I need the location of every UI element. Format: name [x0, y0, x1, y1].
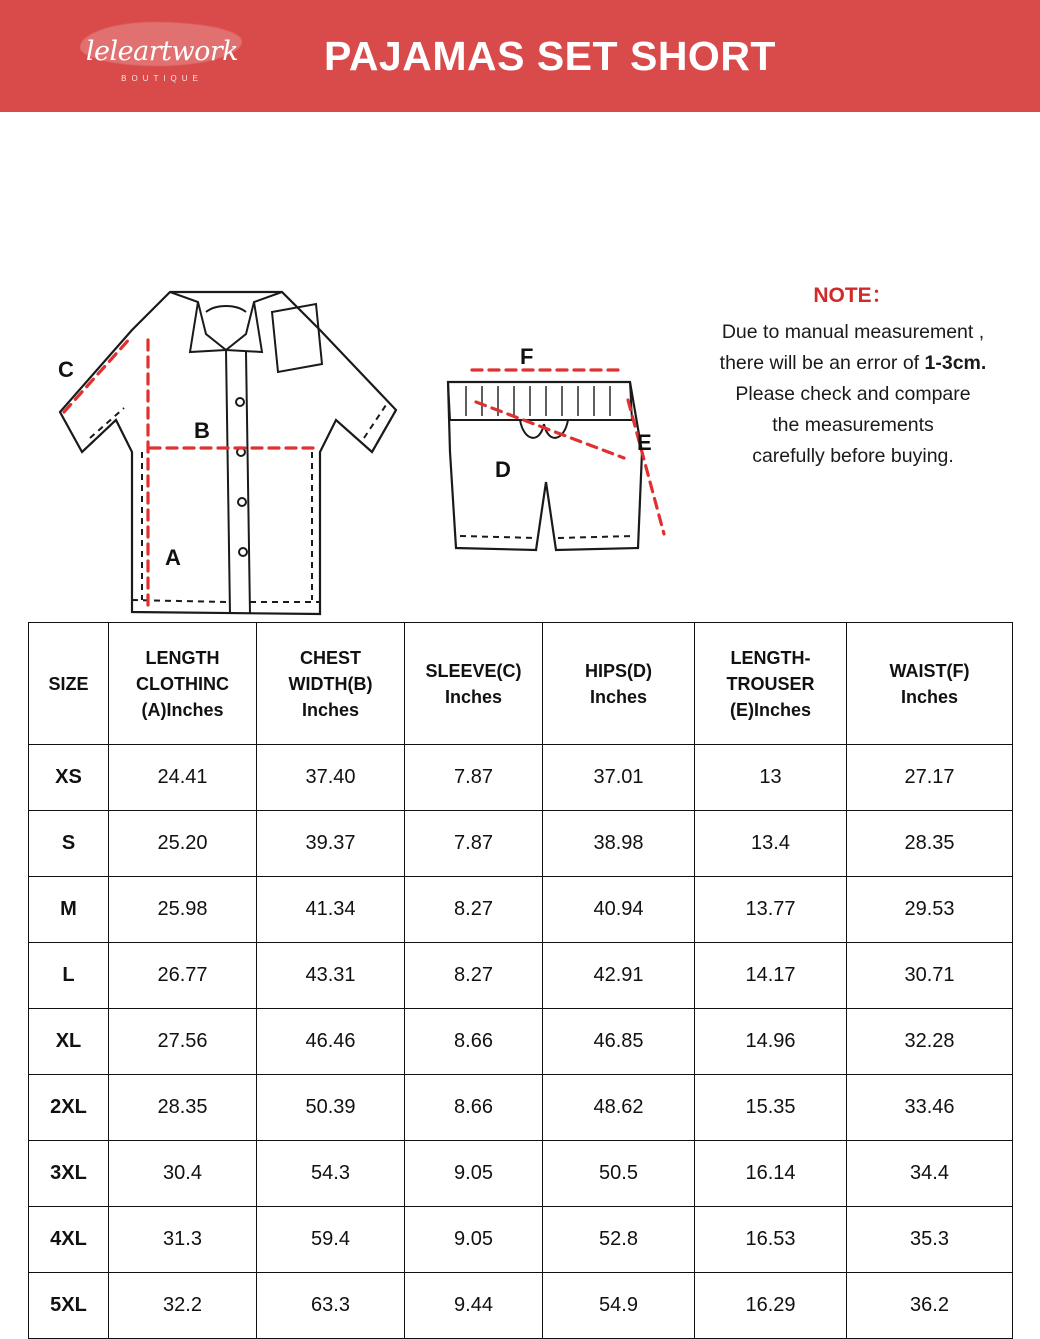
measure-label-a: A [165, 545, 181, 570]
table-header-cell-5 [695, 623, 847, 745]
table-cell: 39.37 [257, 811, 405, 877]
table-header-line: LENGTH- [730, 647, 811, 668]
table-head [29, 623, 1013, 745]
table-cell: 43.31 [257, 943, 405, 1009]
table-cell: 36.2 [847, 1273, 1013, 1339]
size-table [28, 622, 1013, 1339]
garment-diagram [0, 112, 1040, 612]
measure-label-e: E [637, 430, 652, 455]
table-cell: 40.94 [543, 877, 695, 943]
table-cell: 13 [695, 745, 847, 811]
table-cell: 50.39 [257, 1075, 405, 1141]
table-cell: 16.14 [695, 1141, 847, 1207]
table-cell: 7.87 [405, 745, 543, 811]
note-line-2 [688, 348, 1018, 379]
note-line-3: Please check and compare [735, 383, 971, 405]
table-cell: 50.5 [543, 1141, 695, 1207]
table-cell-size: XL [29, 1009, 109, 1075]
table-cell: 8.66 [405, 1075, 543, 1141]
note-title: NOTE： [813, 284, 893, 307]
note-line-1: Due to manual measurement , [721, 321, 985, 343]
table-cell: 7.87 [405, 811, 543, 877]
brand-name: leleartwork [85, 35, 239, 67]
table-cell: 26.77 [109, 943, 257, 1009]
table-row [29, 1273, 1013, 1339]
brand-subtitle: BOUTIQUE [121, 73, 203, 83]
table-cell: 8.66 [405, 1009, 543, 1075]
table-cell: 15.35 [695, 1075, 847, 1141]
note-tolerance: 1-3cm. [924, 352, 987, 374]
table-header-line: LENGTH [145, 647, 220, 668]
table-cell: 52.8 [543, 1207, 695, 1273]
table-cell: 54.3 [257, 1141, 405, 1207]
table-cell-size: 2XL [29, 1075, 109, 1141]
table-header-line: Inches [589, 686, 648, 707]
table-cell: 24.41 [109, 745, 257, 811]
page-title: PAJAMAS SET SHORT [324, 32, 776, 79]
table-header-cell-2 [257, 623, 405, 745]
table-cell: 28.35 [109, 1075, 257, 1141]
table-cell: 16.29 [695, 1273, 847, 1339]
note-line-4: the measurements [772, 414, 934, 436]
table-cell-size: 3XL [29, 1141, 109, 1207]
table-cell: 30.4 [109, 1141, 257, 1207]
page-header [0, 0, 1040, 112]
table-header-line: WIDTH(B) [288, 673, 373, 694]
table-cell-size: L [29, 943, 109, 1009]
table-cell: 32.2 [109, 1273, 257, 1339]
table-header-cell-0 [29, 623, 109, 745]
table-cell: 35.3 [847, 1207, 1013, 1273]
table-header-line: WAIST(F) [889, 660, 970, 681]
table-cell: 63.3 [257, 1273, 405, 1339]
table-cell: 8.27 [405, 877, 543, 943]
table-cell: 25.98 [109, 877, 257, 943]
table-cell-size: 4XL [29, 1207, 109, 1273]
table-cell: 31.3 [109, 1207, 257, 1273]
garment-illustration-svg [20, 152, 720, 572]
table-header-cell-4 [543, 623, 695, 745]
table-header-cell-1 [109, 623, 257, 745]
table-header-line: (A)Inches [141, 699, 224, 720]
note-line-2-text: there will be an error of [719, 352, 925, 374]
table-row [29, 1207, 1013, 1273]
table-cell: 25.20 [109, 811, 257, 877]
table-row [29, 1141, 1013, 1207]
table-cell: 8.27 [405, 943, 543, 1009]
table-cell-size: S [29, 811, 109, 877]
table-cell: 16.53 [695, 1207, 847, 1273]
table-cell: 9.05 [405, 1207, 543, 1273]
table-row [29, 811, 1013, 877]
measure-label-c: C [58, 357, 74, 382]
table-cell: 38.98 [543, 811, 695, 877]
table-cell: 54.9 [543, 1273, 695, 1339]
table-row [29, 745, 1013, 811]
measure-label-b: B [194, 418, 210, 443]
table-body [29, 745, 1013, 1339]
table-cell: 14.96 [695, 1009, 847, 1075]
table-cell: 46.85 [543, 1009, 695, 1075]
table-header-line: Inches [301, 699, 360, 720]
table-cell: 48.62 [543, 1075, 695, 1141]
table-header-row [29, 623, 1013, 745]
table-row [29, 877, 1013, 943]
table-header-line: SLEEVE(C) [425, 660, 522, 681]
table-cell: 59.4 [257, 1207, 405, 1273]
table-cell: 29.53 [847, 877, 1013, 943]
table-cell: 13.4 [695, 811, 847, 877]
brand-logo [62, 18, 262, 96]
table-cell: 46.46 [257, 1009, 405, 1075]
table-cell-size: 5XL [29, 1273, 109, 1339]
table-header-line: CHEST [299, 647, 361, 668]
table-cell: 9.44 [405, 1273, 543, 1339]
table-header-line: (E)Inches [729, 699, 812, 720]
table-header-line: Inches [444, 686, 503, 707]
table-header-line: CLOTHINC [136, 673, 229, 694]
table-cell-size: M [29, 877, 109, 943]
table-cell: 42.91 [543, 943, 695, 1009]
table-header-line: SIZE [48, 673, 89, 694]
table-header-line: TROUSER [726, 673, 815, 694]
table-cell: 14.17 [695, 943, 847, 1009]
table-cell-size: XS [29, 745, 109, 811]
table-cell: 37.01 [543, 745, 695, 811]
table-cell: 34.4 [847, 1141, 1013, 1207]
table-header-cell-6 [847, 623, 1013, 745]
table-cell: 41.34 [257, 877, 405, 943]
note-block [688, 280, 1018, 472]
table-row [29, 1075, 1013, 1141]
table-cell: 9.05 [405, 1141, 543, 1207]
measure-label-d: D [495, 457, 511, 482]
size-table-wrapper [28, 622, 1012, 1339]
measure-label-f: F [520, 344, 534, 369]
table-row [29, 1009, 1013, 1075]
table-cell: 27.17 [847, 745, 1013, 811]
table-row [29, 943, 1013, 1009]
table-cell: 30.71 [847, 943, 1013, 1009]
table-header-cell-3 [405, 623, 543, 745]
table-cell: 28.35 [847, 811, 1013, 877]
table-header-line: Inches [900, 686, 959, 707]
table-cell: 37.40 [257, 745, 405, 811]
table-header-line: HIPS(D) [585, 660, 652, 681]
table-cell: 13.77 [695, 877, 847, 943]
table-cell: 32.28 [847, 1009, 1013, 1075]
table-cell: 27.56 [109, 1009, 257, 1075]
note-line-5: carefully before buying. [752, 445, 954, 467]
table-cell: 33.46 [847, 1075, 1013, 1141]
